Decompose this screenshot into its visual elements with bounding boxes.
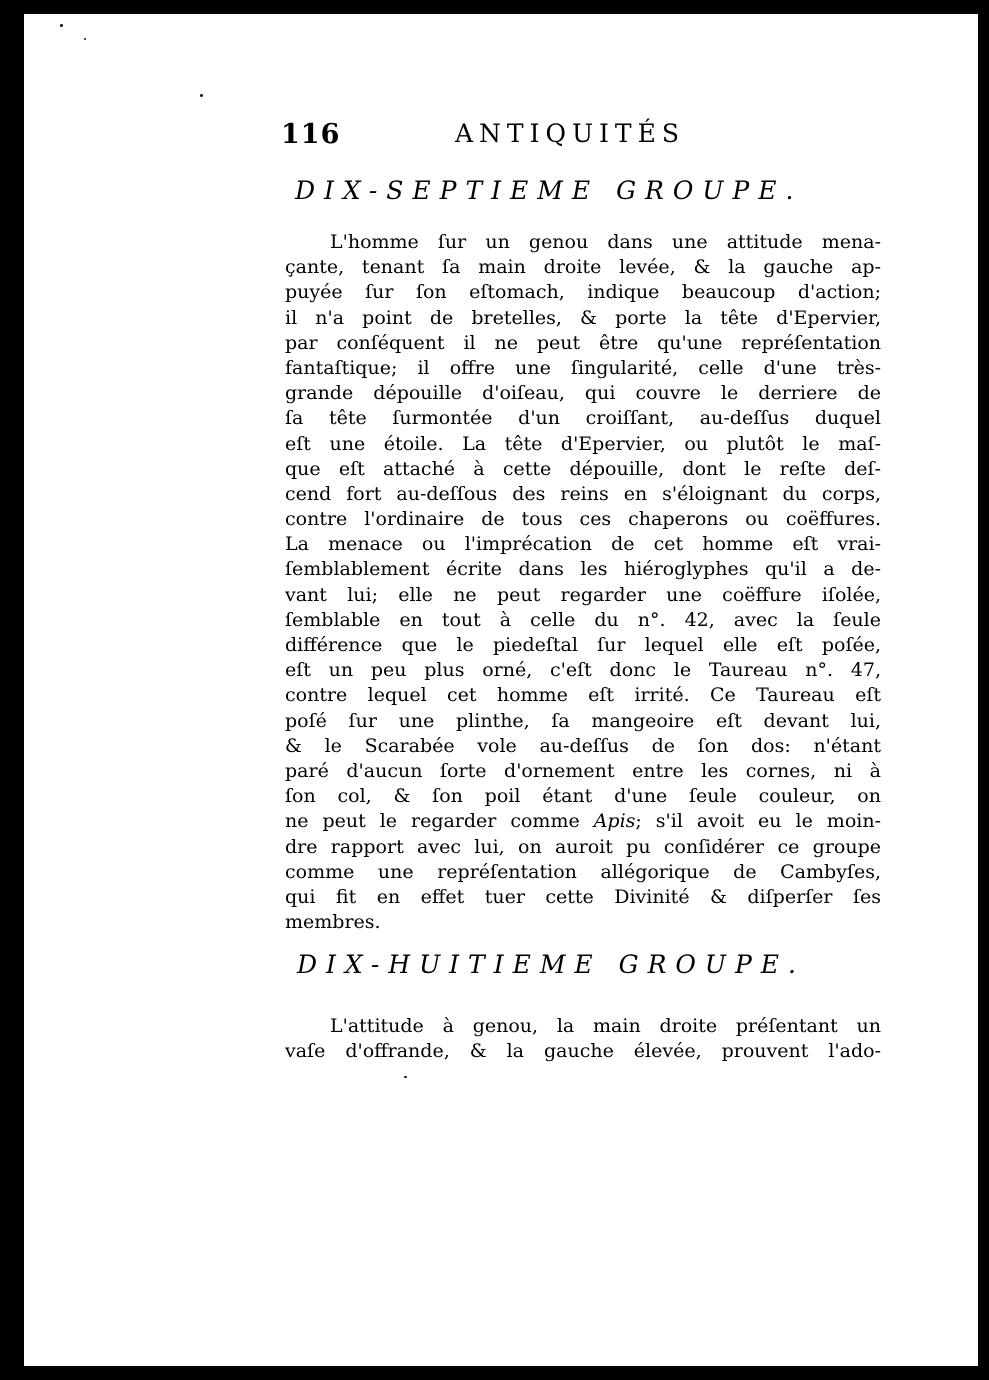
text-line: membres. — [285, 911, 381, 934]
text-line: La menace ou l'imprécation de cet homme eſt vrai- — [285, 533, 881, 556]
text-line: dre rapport avec lui, on auroit pu conſidérer ce groupe — [285, 835, 881, 858]
text-line: ſa tête ſurmontée d'un croiſſant, au-deſſus duquel — [285, 407, 881, 430]
text-line: différence que le piedeſtal ſur lequel elle eſt poſée, — [285, 634, 881, 656]
running-title: ANTIQUITÉS — [455, 119, 685, 148]
text-line: eſt une étoile. La tête d'Epervier, ou plutôt le maſ- — [285, 432, 881, 455]
text-line: cend fort au-deſſous des reins en s'éloignant du corps, — [285, 482, 881, 505]
text-line: vaſe d'offrande, & la gauche élevée, prouvent l'ado- — [285, 1040, 881, 1063]
text-line: contre l'ordinaire de tous ces chaperons ou coëffures. — [285, 508, 881, 531]
text-line: paré d'aucun ſorte d'ornement entre les cornes, ni à — [285, 759, 881, 782]
section-heading: DIX-HUITIEME GROUPE. — [297, 950, 805, 979]
text-line: il n'a point de bretelles, & porte la tête d'Epervier, — [285, 306, 881, 329]
section-heading: DIX-SEPTIEME GROUPE. — [295, 176, 803, 205]
text-line: qui fit en effet tuer cette Divinité & diſperſer ſes — [285, 885, 881, 908]
text-line: grande dépouille d'oiſeau, qui couvre le derriere de — [285, 382, 881, 405]
page-header — [281, 117, 791, 157]
text-line: L'homme ſur un genou dans une attitude mena- — [330, 231, 881, 253]
text-line: ſemblable en tout à celle du n°. 42, avec la ſeule — [285, 608, 881, 631]
text-line: ſemblablement écrite dans les hiéroglyphes qu'il a de- — [285, 558, 881, 581]
text-line: puyée ſur ſon eſtomach, indique beaucoup d'action; — [285, 281, 881, 304]
text-line: & le Scarabée vole au-deſſus de ſon dos: n'étant — [285, 734, 881, 757]
text-line: vant lui; elle ne peut regarder une coëffure iſolée, — [285, 583, 881, 606]
text-line: ſon col, & ſon poil étant d'une ſeule couleur, on — [285, 785, 881, 808]
text-line: ne peut le regarder comme Apis; s'il avoit eu le moin- — [285, 810, 881, 833]
text-line: que eſt attaché à cette dépouille, dont le reſte deſ- — [285, 457, 881, 480]
print-speck — [200, 94, 203, 97]
print-speck — [404, 1076, 407, 1078]
print-speck — [84, 38, 86, 40]
text-line: par conſéquent il ne peut être qu'une repréſentation — [285, 331, 881, 354]
text-line: L'attitude à genou, la main droite préſentant un — [330, 1015, 881, 1037]
section-body — [285, 1014, 881, 1064]
text-line: contre lequel cet homme eſt irrité. Ce Taureau eſt — [285, 684, 881, 707]
section-body — [285, 230, 881, 935]
text-line: eſt un peu plus orné, c'eſt donc le Taureau n°. 47, — [285, 659, 881, 682]
text-line: fantaſtique; il offre une ſingularité, celle d'une très- — [285, 356, 881, 379]
text-line: comme une repréſentation allégorique de Cambyſes, — [285, 860, 881, 883]
page-number: 116 — [281, 119, 341, 150]
text-line: poſé ſur une plinthe, ſa mangeoire eſt devant lui, — [285, 709, 881, 732]
print-speck — [60, 24, 63, 27]
text-line: çante, tenant ſa main droite levée, & la gauche ap- — [285, 256, 881, 279]
book-page — [24, 14, 978, 1366]
